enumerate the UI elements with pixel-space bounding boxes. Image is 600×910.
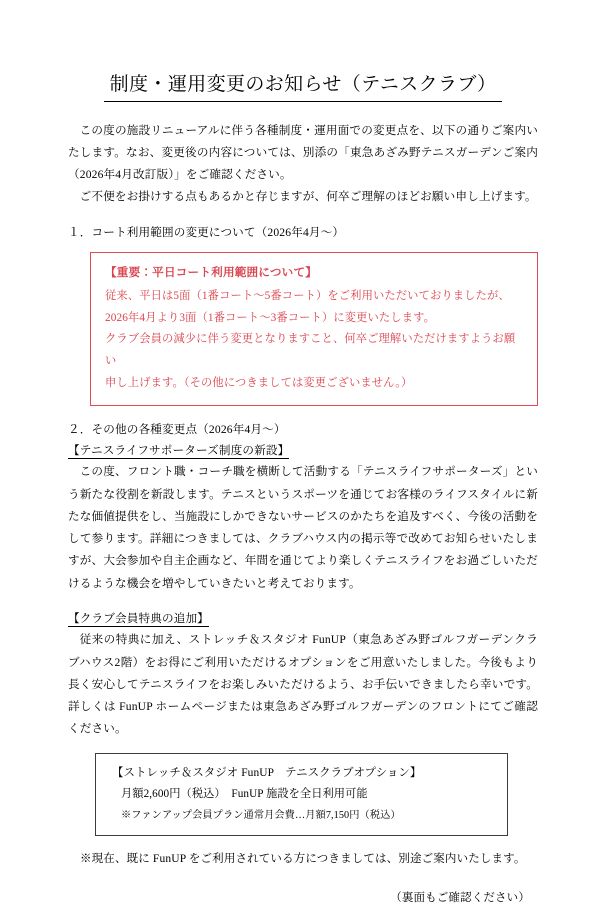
section-1-heading: １．コート利用範囲の変更について（2026年4月～） [68, 225, 345, 239]
notice-box-line: 申し上げます。（その他につきましては変更ございません。） [105, 376, 413, 389]
notice-box-line: 従来、平日は5面（1番コート～5番コート）をご利用いただいておりましたが、 [105, 290, 510, 303]
subsection-supporters-heading [68, 440, 538, 461]
closing-note: （裏面もご確認ください） [390, 892, 530, 905]
notice-box-title: 【重要：平日コート利用範囲について】 [105, 266, 318, 280]
subsection-benefits-heading-text: 【クラブ会員特典の追加】 [68, 611, 209, 625]
benefits-footnote: ※現在、既に FunUP をご利用されている方につきましては、別途ご案内いたします。 [80, 852, 526, 865]
spacer [68, 870, 538, 888]
spacer [68, 209, 538, 222]
page-title-text: 制度・運用変更のお知らせ（テニスクラブ） [104, 72, 503, 102]
price-option-box [95, 753, 508, 836]
intro-paragraph-2: ご不便をお掛けする点もあるかと存じますが、何卒ご理解のほどお願い申し上げます。 [79, 190, 537, 204]
section-2-heading: ２．その他の各種変更点（2026年4月～） [68, 422, 286, 436]
spacer [68, 595, 538, 608]
page-title [68, 0, 538, 102]
spacer [68, 406, 538, 419]
notice-box-line: 2026年4月より3面（1番コート～3番コート）に変更いたします。 [105, 311, 436, 324]
subsection-supporters-heading-text: 【テニスライフサポーターズ制度の新設】 [68, 443, 290, 457]
spacer [68, 836, 538, 849]
important-notice-box [90, 252, 538, 405]
spacer [68, 102, 538, 120]
price-box-note-line: ※ファンアップ会員プラン通常月会費…月額7,150円（税込） [121, 809, 401, 821]
document-content [68, 0, 538, 910]
price-box-title: 【ストレッチ＆スタジオ FunUP テニスクラブオプション】 [112, 766, 422, 779]
intro-paragraph-1: この度の施設リニューアルに伴う各種制度・運用面での変更点を、以下の通りご案内いたします。なお、変更後の内容については、別添の「東急あざみ野テニスガーデンご案内（2026年4月改訂版）」をご確認ください。 [68, 123, 538, 182]
notice-box-line: クラブ会員の減少に伴う変更となりますこと、何卒ご理解いただけますようお願い [105, 333, 516, 368]
subsection-benefits-heading [68, 608, 538, 629]
price-box-price-line: 月額2,600円（税込） FunUP 施設を全日利用可能 [121, 787, 368, 800]
subsection-benefits-body: 従来の特典に加え、ストレッチ＆スタジオ FunUP（東急あざみ野ゴルフガーデンクラブハウス2階）をお得にご利用いただけるオプションをご用意いたしました。今後もより長く安心してテニスライフをお楽しみいただけるよう、お手伝いできましたら幸いです。詳しくは FunUP ホームページまたは東急あざみ野ゴルフガーデンのフロントにてご確認ください。 [68, 633, 538, 736]
subsection-supporters-body: この度、フロント職・コーチ職を横断して活動する「テニスライフサポーターズ」という新たな役割を新設します。テニスというスポーツを通じてお客様のライフスタイルに新たな価値提供をし、当施設にしかできないサービスのかたちを追及すべく、今後の活動をして参ります。詳細につきましては、クラブハウス内の掲示等で改めてお知らせいたしますが、大会参加や自主企画など、年間を通じてより楽しくテニスライフをお過ごしいただけるような機会を増やしていきたいと考えております。 [68, 465, 538, 590]
